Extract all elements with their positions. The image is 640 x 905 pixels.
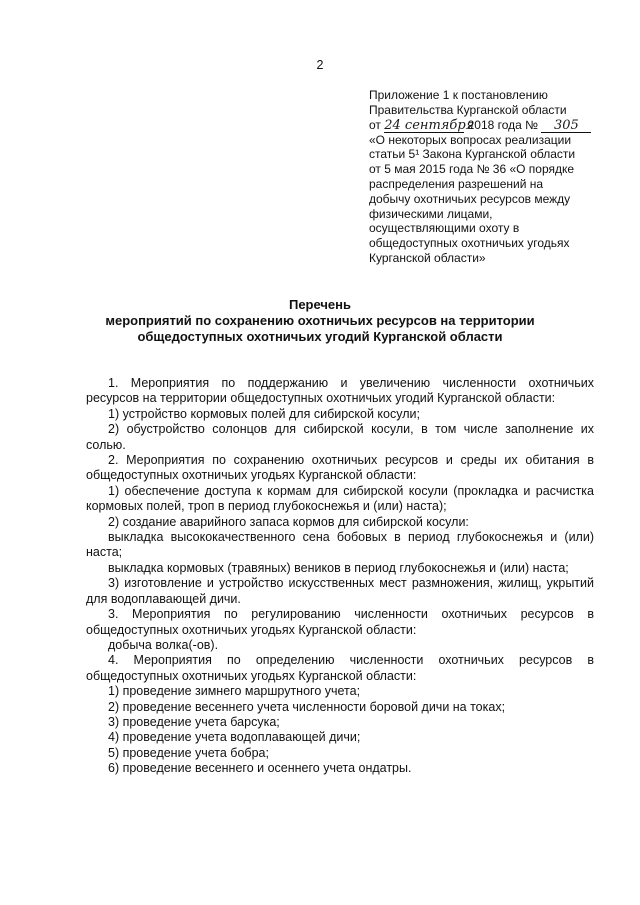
list-item-cont: кормовых полей, троп в период глубокоснежья и (или) наста); — [86, 499, 447, 514]
list-item-cont: для водоплавающей дичи. — [86, 591, 241, 606]
document-title — [0, 297, 640, 344]
section-3-heading: 3. Мероприятия по регулированию численности охотничьих ресурсов в — [108, 607, 594, 622]
section-2-heading: 2. Мероприятия по сохранению охотничьих ресурсов и среды их обитания в — [108, 453, 594, 468]
title-line: Перечень — [288, 297, 352, 312]
section-2-heading-cont: общедоступных охотничьих угодьях Курганской области: — [86, 468, 417, 483]
list-item: добыча волка(-ов). — [108, 637, 219, 652]
list-item: 4) проведение учета водоплавающей дичи; — [108, 730, 361, 745]
handwritten-date: 24 сентября — [384, 117, 475, 133]
list-item: 1) обеспечение доступа к кормам для сибирской косули (прокладка и расчистка — [108, 483, 594, 498]
sub-item: выкладка высококачественного сена бобовых в период глубокоснежья и (или) — [108, 530, 594, 545]
page-number: 2 — [316, 58, 324, 72]
appendix-header — [369, 88, 604, 266]
list-item-cont: солью. — [86, 437, 126, 452]
appendix-line: «О некоторых вопросах реализации — [369, 132, 572, 147]
list-item: 5) проведение учета бобра; — [108, 745, 269, 760]
appendix-line: Приложение 1 к постановлению — [369, 88, 548, 102]
list-item: 3) проведение учета барсука; — [108, 714, 280, 729]
appendix-line: распределения разрешений на — [369, 176, 544, 191]
list-item: 3) изготовление и устройство искусственных мест размножения, жилищ, укрытий — [108, 576, 594, 591]
list-item: 2) обустройство солонцов для сибирской косули, в том числе заполнение их — [108, 422, 594, 437]
section-3-heading-cont: общедоступных охотничьих угодьях Курганской области: — [86, 622, 417, 637]
list-item: 1) устройство кормовых полей для сибирской косули; — [108, 406, 420, 421]
list-item: 2) создание аварийного запаса кормов для сибирской косули: — [108, 514, 469, 529]
appendix-line: осуществляющими охоту в — [369, 221, 520, 236]
list-item: 6) проведение весеннего и осеннего учета ондатры. — [108, 761, 412, 776]
appendix-line: физическими лицами, — [369, 206, 493, 221]
list-item: 2) проведение весеннего учета численности боровой дичи на токах; — [108, 699, 506, 714]
section-1-heading-cont: ресурсов на территории общедоступных охотничьих угодий Курганской области: — [86, 391, 556, 406]
appendix-line: статьи 5¹ Закона Курганской области — [369, 147, 576, 162]
date-prefix: от — [369, 117, 381, 132]
title-line: мероприятий по сохранению охотничьих ресурсов на территории — [105, 312, 535, 328]
appendix-line: Курганской области» — [369, 250, 486, 265]
title-line: общедоступных охотничьих угодий Курганской области — [137, 328, 503, 344]
section-4-heading-cont: общедоступных охотничьих угодьях Курганской области: — [86, 668, 417, 683]
handwritten-number: 305 — [541, 119, 591, 133]
list-item: 1) проведение зимнего маршрутного учета; — [108, 684, 361, 699]
section-4-heading: 4. Мероприятия по определению численности охотничьих ресурсов в — [108, 653, 594, 668]
appendix-line: от 5 мая 2015 года № 36 «О порядке — [369, 162, 575, 177]
appendix-line: добычу охотничьих ресурсов между — [369, 191, 571, 206]
date-suffix: 2018 года № — [467, 117, 539, 132]
sub-item: выкладка кормовых (травяных) веников в период глубокоснежья и (или) наста; — [108, 560, 569, 575]
appendix-date-line — [369, 118, 604, 133]
section-1-heading: 1. Мероприятия по поддержанию и увеличению численности охотничьих — [108, 376, 594, 390]
document-body — [86, 376, 594, 777]
sub-item-cont: наста; — [86, 545, 123, 560]
appendix-line: общедоступных охотничьих угодьях — [369, 236, 570, 251]
appendix-line: Правительства Курганской области — [369, 102, 567, 117]
